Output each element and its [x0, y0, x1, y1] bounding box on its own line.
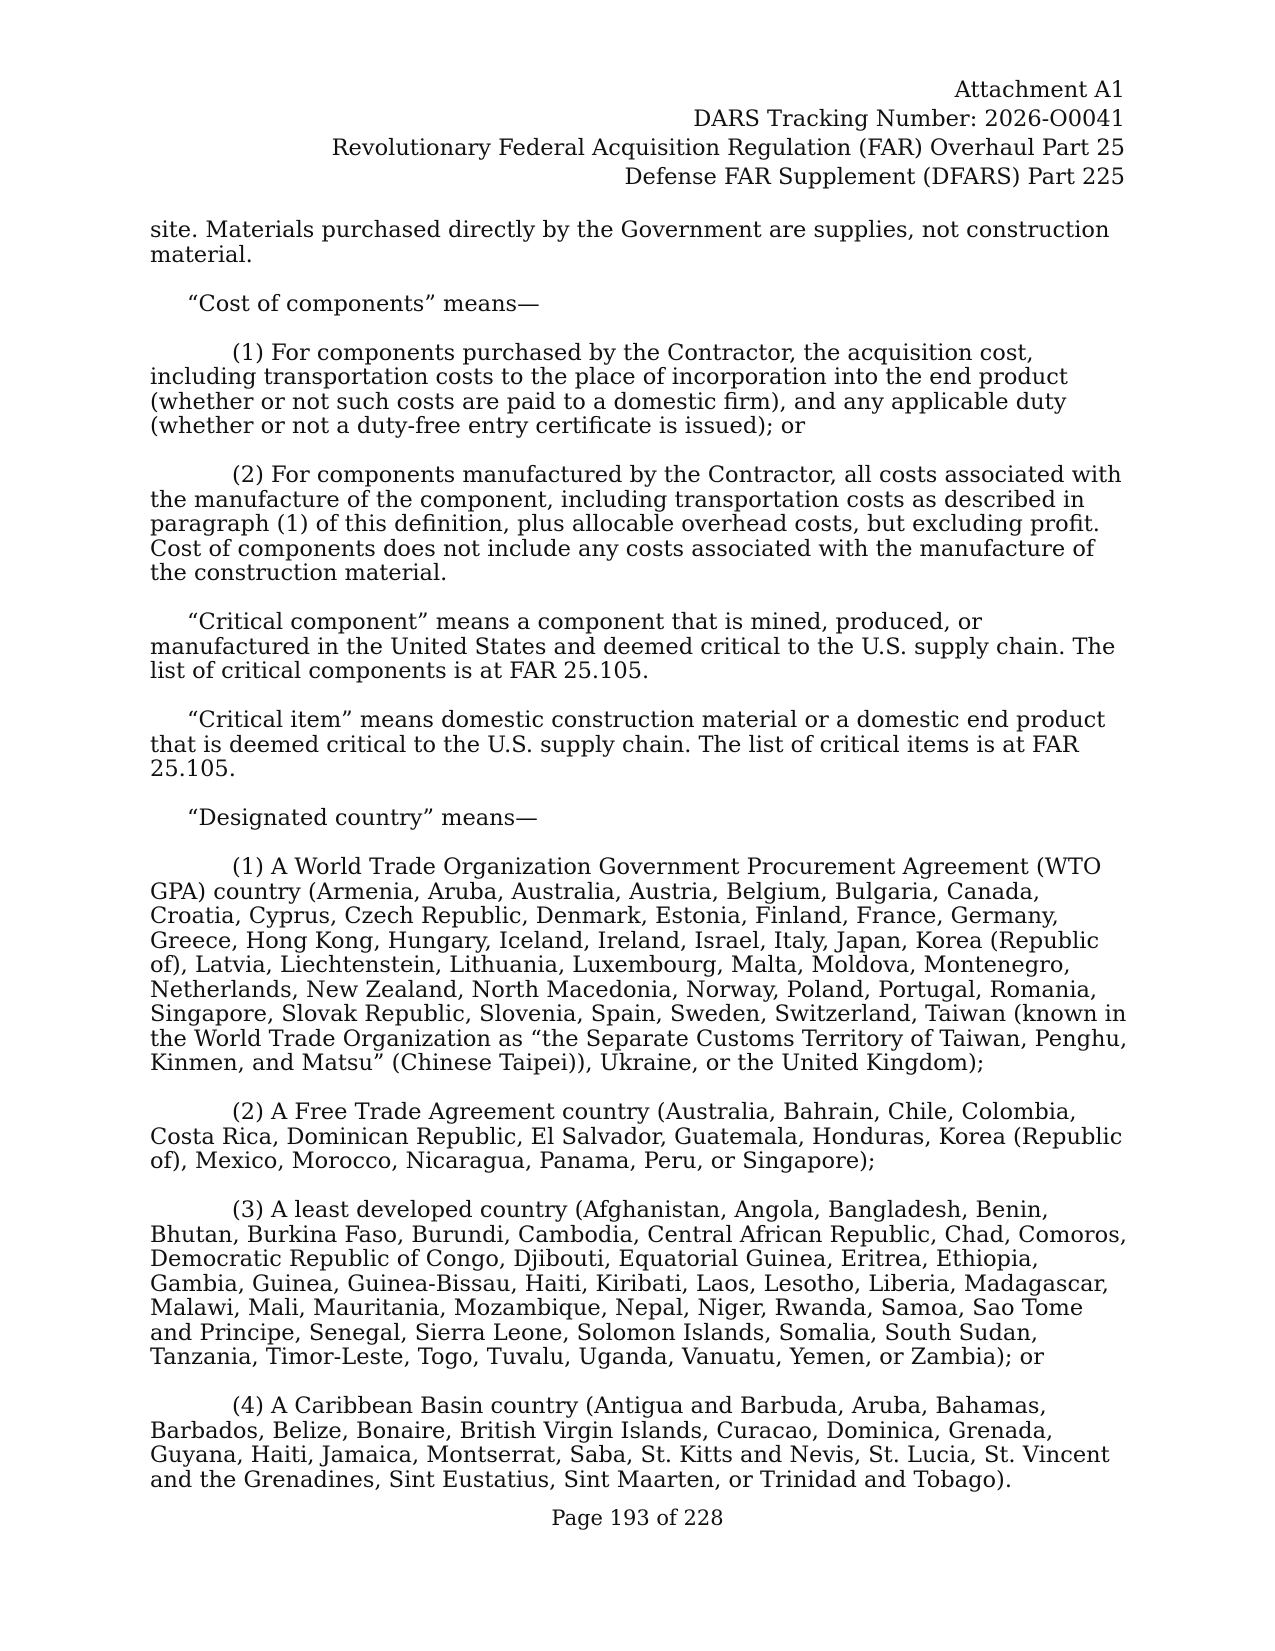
definition-cost-of-components: “Cost of components” means— [187, 290, 540, 317]
definition-critical-component: “Critical component” means a component that is mined, produced, or manufactured in the United States and deemed critical to the U.S. supply chain. The list of critical components is at FAR 25.105. [150, 609, 1116, 684]
definition-designated-country: “Designated country” means— [187, 805, 538, 831]
cost-of-components-item-2: (2) For components manufactured by the Contractor, all costs associated with the manufacture of the component, including transportation costs as described in paragraph (1) of this definition, plus allocable overhead costs, but excluding profit. Cost of components does not include any costs associated with the manufacture of the construction material. [150, 462, 1122, 586]
header-tracking-number: DARS Tracking Number: 2026-O0041 [693, 106, 1125, 132]
header-attachment: Attachment A1 [954, 77, 1125, 103]
designated-country-item-1: (1) A World Trade Organization Government Procurement Agreement (WTO GPA) country (Armenia, Aruba, Australia, Austria, Belgium, Bulgaria, Canada, Croatia, Cyprus, Czech Republic, Denmark, Estonia, Finland, France, Germany, Greece, Hong Kong, Hungary, Iceland, Ireland, Israel, Italy, Japan, Korea (Republic of), Latvia, Liechtenstein, Lithuania, Luxembourg, Malta, Moldova, Montenegro, Netherlands, New Zealand, North Macedonia, Norway, Poland, Portugal, Romania, Singapore, Slovak Republic, Slovenia, Spain, Sweden, Switzerland, Taiwan (known in the World Trade Organization as “the Separate Customs Territory of Taiwan, Penghu, Kinmen, and Matsu” (Chinese Taipei)), Ukraine, or the United Kingdom); [150, 854, 1128, 1076]
document-body [150, 218, 1128, 1517]
header-dfars-part: Defense FAR Supplement (DFARS) Part 225 [624, 164, 1125, 190]
paragraph-continuation: site. Materials purchased directly by the Government are supplies, not construction material. [150, 217, 1110, 268]
definition-critical-item: “Critical item” means domestic construction material or a domestic end product that is deemed critical to the U.S. supply chain. The list of critical items is at FAR 25.105. [150, 707, 1106, 782]
header-far-part: Revolutionary Federal Acquisition Regulation (FAR) Overhaul Part 25 [331, 135, 1125, 161]
designated-country-item-2: (2) A Free Trade Agreement country (Australia, Bahrain, Chile, Colombia, Costa Rica, Dominican Republic, El Salvador, Guatemala, Honduras, Korea (Republic of), Mexico, Morocco, Nicaragua, Panama, Peru, or Singapore); [150, 1099, 1123, 1174]
page-header [332, 76, 1125, 192]
designated-country-item-3: (3) A least developed country (Afghanistan, Angola, Bangladesh, Benin, Bhutan, Burkina Faso, Burundi, Cambodia, Central African Republic, Chad, Comoros, Democratic Republic of Congo, Djibouti, Equatorial Guinea, Eritrea, Ethiopia, Gambia, Guinea, Guinea-Bissau, Haiti, Kiribati, Laos, Lesotho, Liberia, Madagascar, Malawi, Mali, Mauritania, Mozambique, Nepal, Niger, Rwanda, Samoa, Sao Tome and Principe, Senegal, Sierra Leone, Solomon Islands, Somalia, South Sudan, Tanzania, Timor-Leste, Togo, Tuvalu, Uganda, Vanuatu, Yemen, or Zambia); or [150, 1197, 1127, 1370]
page-number: Page 193 of 228 [551, 1506, 724, 1530]
designated-country-item-4: (4) A Caribbean Basin country (Antigua and Barbuda, Aruba, Bahamas, Barbados, Belize, Bonaire, British Virgin Islands, Curacao, Dominica, Grenada, Guyana, Haiti, Jamaica, Montserrat, Saba, St. Kitts and Nevis, St. Lucia, St. Vincent and the Grenadines, Sint Eustatius, Sint Maarten, or Trinidad and Tobago). [150, 1393, 1110, 1493]
cost-of-components-item-1: (1) For components purchased by the Contractor, the acquisition cost, including transportation costs to the place of incorporation into the end product (whether or not such costs are paid to a domestic firm), and any applicable duty (whether or not a duty-free entry certificate is issued); or [150, 339, 1068, 439]
